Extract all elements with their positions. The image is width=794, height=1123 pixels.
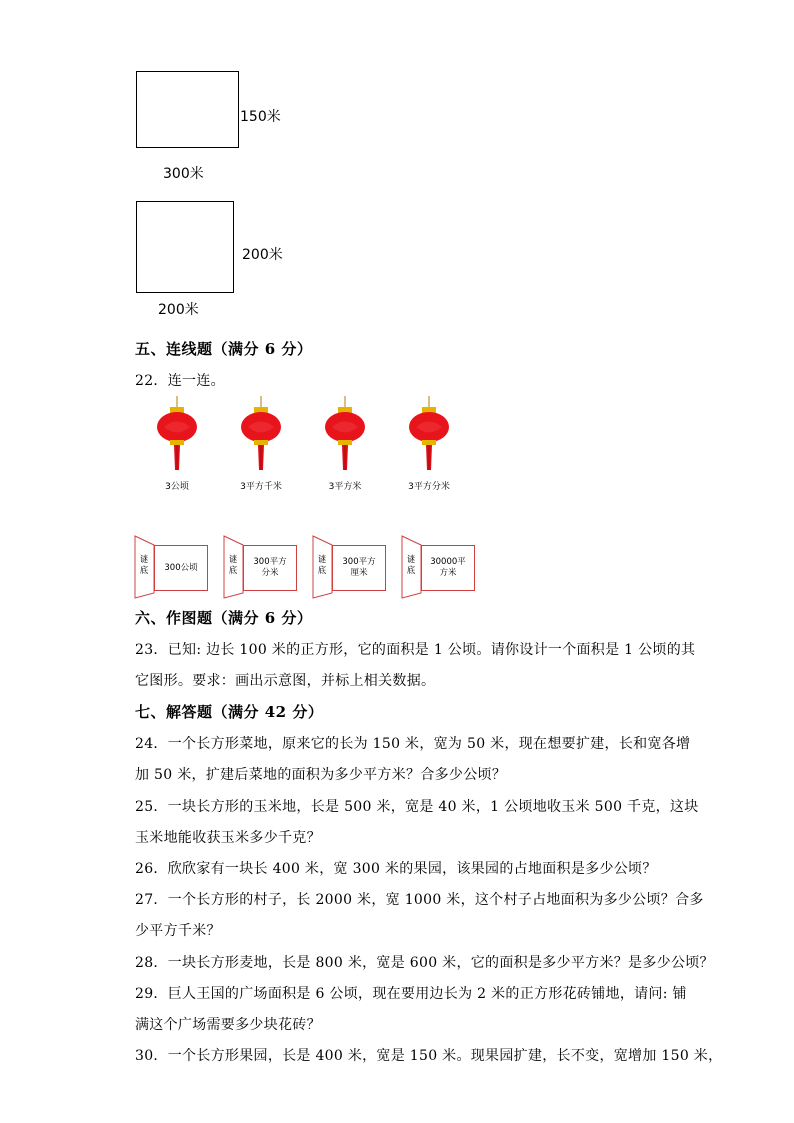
question-27-line1: 27．一个长方形的村子，长 2000 米，宽 1000 米，这个村子占地面积为多少公顷？合多 bbox=[135, 892, 704, 908]
riddle-answer-line: 300平方 bbox=[253, 557, 287, 567]
section7-heading: 七、解答题（满分 42 分） bbox=[135, 703, 324, 721]
riddle-flap-label: 谜底 bbox=[317, 555, 327, 576]
question-30-line1: 30．一个长方形果园，长是 400 米，宽是 150 米。现果园扩建，长不变，宽增加 150 米， bbox=[135, 1048, 723, 1064]
question-29-line1: 29．巨人王国的广场面积是 6 公顷，现在要用边长为 2 米的正方形花砖铺地，请问: 铺 bbox=[135, 986, 687, 1002]
lantern-icon bbox=[152, 396, 202, 476]
question-24-line2: 加 50 米，扩建后菜地的面积为多少平方米？合多少公顷？ bbox=[135, 767, 507, 783]
lantern-label: 3公顷 bbox=[165, 482, 189, 492]
riddle-answer-line: 厘米 bbox=[350, 568, 368, 578]
question-29-line2: 满这个广场需要多少块花砖？ bbox=[135, 1017, 321, 1033]
riddle-card bbox=[223, 535, 299, 599]
lantern-label: 3平方千米 bbox=[240, 482, 282, 492]
riddle-flap-label: 谜底 bbox=[228, 555, 238, 576]
rectangle-figure-1 bbox=[136, 71, 239, 148]
riddle-answer bbox=[421, 545, 475, 591]
question-25-line2: 玉米地能收获玉米多少千克？ bbox=[135, 830, 321, 846]
question-23-line1: 23．已知: 边长 100 米的正方形，它的面积是 1 公顷。请你设计一个面积是 1 公顷的其 bbox=[135, 642, 696, 658]
rect1-height-label: 150米 bbox=[240, 109, 281, 125]
lantern-icon bbox=[404, 396, 454, 476]
section5-heading: 五、连线题（满分 6 分） bbox=[135, 340, 313, 358]
riddle-answer-line: 分米 bbox=[261, 568, 279, 578]
question-27-line2: 少平方千米？ bbox=[135, 923, 221, 939]
question-25-line1: 25．一块长方形的玉米地，长是 500 米，宽是 40 米，1 公顷地收玉米 500 千克，这块 bbox=[135, 799, 699, 815]
square-figure-2 bbox=[136, 201, 234, 293]
question-24-line1: 24．一个长方形菜地，原来它的长为 150 米，宽为 50 米，现在想要扩建，长和宽各增 bbox=[135, 736, 691, 752]
riddle-flap-label: 谜底 bbox=[139, 555, 149, 576]
riddle-answer-line: 30000平 bbox=[430, 557, 466, 567]
riddle-answer-line: 300公顷 bbox=[164, 562, 198, 573]
rect2-height-label: 200米 bbox=[242, 247, 283, 263]
riddle-card bbox=[134, 535, 210, 599]
question-28-line1: 28．一块长方形麦地，长是 800 米，宽是 600 米，它的面积是多少平方米？是多少公顷？ bbox=[135, 955, 714, 971]
question-22: 22．连一连。 bbox=[135, 373, 225, 389]
riddle-answer-line: 方米 bbox=[439, 568, 457, 578]
riddle-answer bbox=[243, 545, 297, 591]
lantern-icon bbox=[236, 396, 286, 476]
lantern-label: 3平方米 bbox=[328, 482, 362, 492]
rect2-width-label: 200米 bbox=[158, 302, 199, 318]
lantern-label: 3平方分米 bbox=[408, 482, 450, 492]
question-26-line1: 26．欣欣家有一块长 400 米，宽 300 米的果园，该果园的占地面积是多少公顷？ bbox=[135, 861, 657, 877]
riddle-answer bbox=[154, 545, 208, 591]
riddle-answer bbox=[332, 545, 386, 591]
rect1-width-label: 300米 bbox=[163, 166, 204, 182]
riddle-card bbox=[312, 535, 388, 599]
question-23-line2: 它图形。要求：画出示意图，并标上相关数据。 bbox=[135, 673, 436, 689]
riddle-card bbox=[401, 535, 477, 599]
riddle-answer-line: 300平方 bbox=[342, 557, 376, 567]
section6-heading: 六、作图题（满分 6 分） bbox=[135, 609, 313, 627]
lantern-icon bbox=[320, 396, 370, 476]
riddle-flap-label: 谜底 bbox=[406, 555, 416, 576]
